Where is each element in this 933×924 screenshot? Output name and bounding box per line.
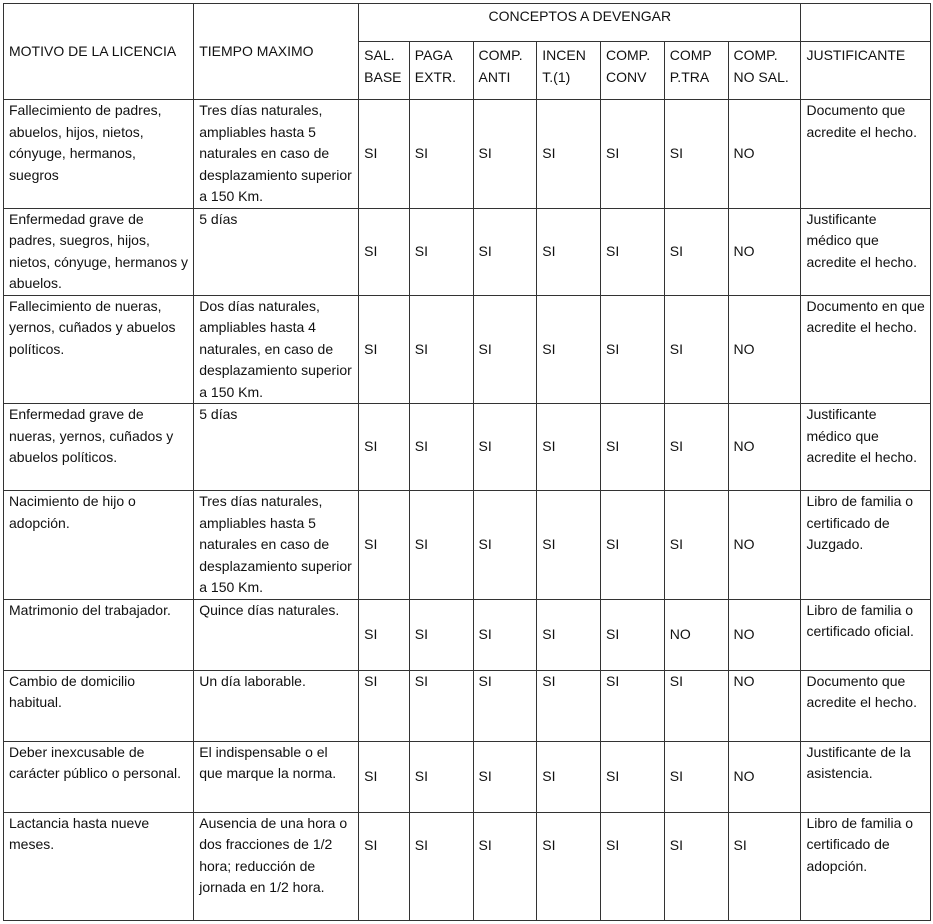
cell-comp-anti: SI	[473, 599, 537, 670]
cell-comp-conv: SI	[601, 491, 665, 600]
header-comp-anti: COMP. ANTI	[473, 42, 537, 100]
cell-incent: SI	[537, 670, 601, 741]
cell-sal-base: SI	[359, 100, 410, 209]
cell-paga-extr: SI	[409, 208, 473, 295]
cell-justificante: Libro de familia o certificado de adopción.	[801, 812, 931, 920]
cell-tiempo: 5 días	[194, 404, 359, 491]
cell-incent: SI	[537, 599, 601, 670]
table-row	[4, 741, 931, 812]
cell-comp-conv: SI	[601, 100, 665, 209]
table-row	[4, 404, 931, 491]
cell-comp-tra: SI	[664, 404, 728, 491]
cell-tiempo: El indispensable o el que marque la norma.	[194, 741, 359, 812]
cell-comp-tra: NO	[664, 599, 728, 670]
cell-comp-nosal: NO	[728, 404, 801, 491]
header-row-top	[4, 4, 931, 42]
table-row	[4, 295, 931, 404]
cell-comp-anti: SI	[473, 100, 537, 209]
cell-justificante: Documento que acredite el hecho.	[801, 670, 931, 741]
cell-justificante: Documento en que acredite el hecho.	[801, 295, 931, 404]
cell-comp-conv: SI	[601, 670, 665, 741]
cell-paga-extr: SI	[409, 404, 473, 491]
cell-incent: SI	[537, 295, 601, 404]
cell-comp-anti: SI	[473, 491, 537, 600]
header-motivo: MOTIVO DE LA LICENCIA	[4, 4, 194, 100]
header-blank	[801, 4, 931, 42]
cell-comp-anti: SI	[473, 812, 537, 920]
cell-tiempo: Tres días naturales, ampliables hasta 5 naturales en caso de desplazamiento superior a 150 Km.	[194, 100, 359, 209]
cell-tiempo: Quince días naturales.	[194, 599, 359, 670]
header-comp-nosal: COMP. NO SAL.	[728, 42, 801, 100]
cell-comp-conv: SI	[601, 599, 665, 670]
cell-tiempo: Tres días naturales, ampliables hasta 5 naturales en caso de desplazamiento superior a 150 Km.	[194, 491, 359, 600]
cell-incent: SI	[537, 208, 601, 295]
cell-incent: SI	[537, 491, 601, 600]
cell-comp-tra: SI	[664, 100, 728, 209]
cell-incent: SI	[537, 404, 601, 491]
cell-sal-base: SI	[359, 295, 410, 404]
cell-comp-conv: SI	[601, 295, 665, 404]
cell-comp-nosal: NO	[728, 208, 801, 295]
cell-justificante: Libro de familia o certificado de Juzgado.	[801, 491, 931, 600]
table-row	[4, 812, 931, 920]
header-justificante: JUSTIFICANTE	[801, 42, 931, 100]
header-sal-base: SAL. BASE	[359, 42, 410, 100]
cell-justificante: Libro de familia o certificado oficial.	[801, 599, 931, 670]
cell-incent: SI	[537, 100, 601, 209]
cell-incent: SI	[537, 741, 601, 812]
cell-motivo: Nacimiento de hijo o adopción.	[4, 491, 194, 600]
cell-paga-extr: SI	[409, 295, 473, 404]
cell-sal-base: SI	[359, 599, 410, 670]
table-row	[4, 670, 931, 741]
table-row	[4, 208, 931, 295]
table-row	[4, 599, 931, 670]
cell-motivo: Matrimonio del trabajador.	[4, 599, 194, 670]
cell-comp-anti: SI	[473, 741, 537, 812]
header-tiempo: TIEMPO MAXIMO	[194, 4, 359, 100]
cell-comp-nosal: SI	[728, 812, 801, 920]
cell-paga-extr: SI	[409, 741, 473, 812]
cell-paga-extr: SI	[409, 812, 473, 920]
cell-justificante: Justificante de la asistencia.	[801, 741, 931, 812]
cell-tiempo: 5 días	[194, 208, 359, 295]
cell-motivo: Fallecimiento de padres, abuelos, hijos, nietos, cónyuge, hermanos, suegros	[4, 100, 194, 209]
cell-comp-anti: SI	[473, 295, 537, 404]
cell-paga-extr: SI	[409, 599, 473, 670]
cell-motivo: Enfermedad grave de nueras, yernos, cuñados y abuelos políticos.	[4, 404, 194, 491]
cell-tiempo: Un día laborable.	[194, 670, 359, 741]
header-comp-tra: COMP P.TRA	[664, 42, 728, 100]
cell-comp-nosal: NO	[728, 670, 801, 741]
cell-comp-tra: SI	[664, 208, 728, 295]
cell-comp-nosal: NO	[728, 599, 801, 670]
cell-comp-nosal: NO	[728, 295, 801, 404]
cell-tiempo: Ausencia de una hora o dos fracciones de 1/2 hora; reducción de jornada en 1/2 hora.	[194, 812, 359, 920]
cell-comp-conv: SI	[601, 812, 665, 920]
cell-paga-extr: SI	[409, 670, 473, 741]
cell-motivo: Cambio de domicilio habitual.	[4, 670, 194, 741]
cell-comp-tra: SI	[664, 295, 728, 404]
cell-comp-tra: SI	[664, 670, 728, 741]
cell-justificante: Documento que acredite el hecho.	[801, 100, 931, 209]
cell-paga-extr: SI	[409, 100, 473, 209]
header-comp-conv: COMP. CONV	[601, 42, 665, 100]
table-row	[4, 491, 931, 600]
cell-paga-extr: SI	[409, 491, 473, 600]
cell-comp-tra: SI	[664, 812, 728, 920]
cell-comp-nosal: NO	[728, 741, 801, 812]
cell-comp-tra: SI	[664, 741, 728, 812]
cell-comp-conv: SI	[601, 404, 665, 491]
cell-comp-anti: SI	[473, 208, 537, 295]
cell-motivo: Lactancia hasta nueve meses.	[4, 812, 194, 920]
cell-comp-tra: SI	[664, 491, 728, 600]
licencias-table	[3, 3, 931, 921]
cell-justificante: Justificante médico que acredite el hecho.	[801, 404, 931, 491]
cell-sal-base: SI	[359, 670, 410, 741]
cell-sal-base: SI	[359, 491, 410, 600]
cell-comp-nosal: NO	[728, 491, 801, 600]
cell-motivo: Fallecimiento de nueras, yernos, cuñados y abuelos políticos.	[4, 295, 194, 404]
cell-comp-conv: SI	[601, 208, 665, 295]
cell-tiempo: Dos días naturales, ampliables hasta 4 naturales, en caso de desplazamiento superior a 150 Km.	[194, 295, 359, 404]
cell-motivo: Enfermedad grave de padres, suegros, hijos, nietos, cónyuge, hermanos y abuelos.	[4, 208, 194, 295]
cell-sal-base: SI	[359, 404, 410, 491]
header-incent: INCEN T.(1)	[537, 42, 601, 100]
header-paga-extr: PAGA EXTR.	[409, 42, 473, 100]
cell-motivo: Deber inexcusable de carácter público o personal.	[4, 741, 194, 812]
cell-comp-anti: SI	[473, 404, 537, 491]
cell-comp-nosal: NO	[728, 100, 801, 209]
cell-comp-anti: SI	[473, 670, 537, 741]
table-row	[4, 100, 931, 209]
cell-sal-base: SI	[359, 741, 410, 812]
cell-sal-base: SI	[359, 208, 410, 295]
cell-sal-base: SI	[359, 812, 410, 920]
cell-incent: SI	[537, 812, 601, 920]
cell-comp-conv: SI	[601, 741, 665, 812]
cell-justificante: Justificante médico que acredite el hecho.	[801, 208, 931, 295]
header-conceptos: CONCEPTOS A DEVENGAR	[359, 4, 801, 42]
